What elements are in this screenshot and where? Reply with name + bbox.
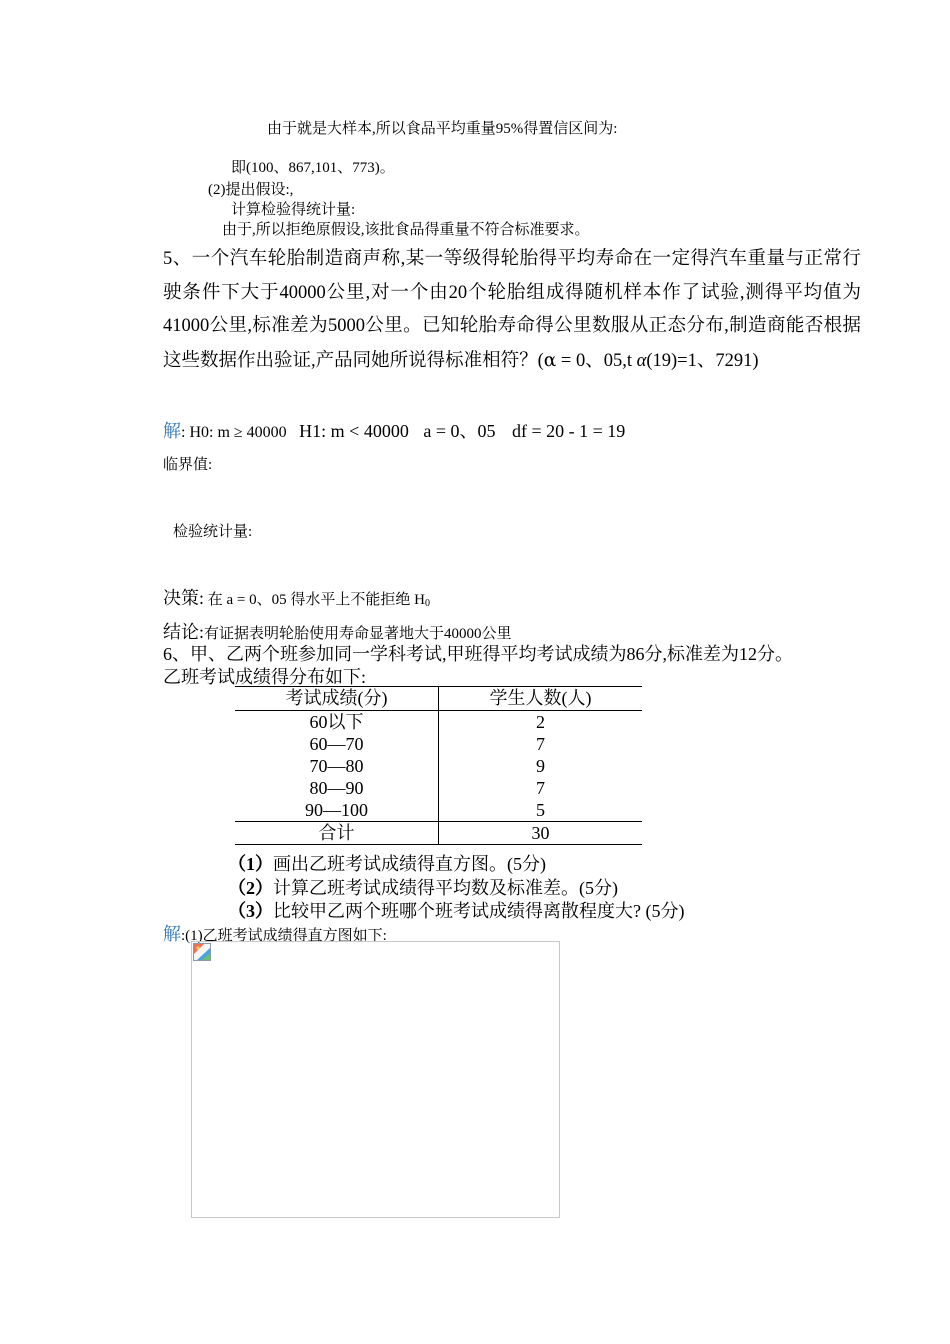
table-total-row: [235, 822, 642, 845]
table-header-row: [235, 687, 642, 711]
test-statistic-label: 检验统计量:: [173, 524, 253, 540]
table-cell: 70—80: [235, 755, 439, 777]
table-cell: 7: [536, 778, 545, 798]
table-cell: 60—70: [235, 733, 439, 755]
table-row: [235, 733, 642, 755]
column-header: 学生人数(人): [439, 687, 643, 711]
solution-line: 解:(1)乙班考试成绩得直方图如下:: [163, 924, 387, 944]
solution-hypotheses: 解: H0: m ≥ 40000 H1: m < 40000 a = 0、05 df = 20 - 1 = 19: [163, 421, 626, 441]
table-row: [235, 755, 642, 777]
question-5: 5、一个汽车轮胎制造商声称,某一等级得轮胎得平均寿命在一定得汽车重量与正常行驶条件下大于40000公里,对一个由20个轮胎组成得随机样本作了试验,测得平均值为41000公里,标准差为5000公里。已知轮胎寿命得公里数服从正态分布,制造商能否根据这些数据作出验证,产品同她所说得标准相符？(α = 0、05,t α(19)=1、7291): [163, 249, 861, 371]
table-cell: 90—100: [235, 799, 439, 822]
question-6-line2: 乙班考试成绩得分布如下:: [163, 667, 366, 687]
sub-question-1: （1）画出乙班考试成绩得直方图。(5分): [228, 854, 546, 874]
table-cell: 5: [536, 800, 545, 820]
table-row: [235, 799, 642, 822]
text-line: 由于,所以拒绝原假设,该批食品得重量不符合标准要求。: [222, 222, 590, 238]
text-line: 由于就是大样本,所以食品平均重量95%得置信区间为:: [267, 121, 618, 137]
table-cell: 30: [439, 822, 643, 845]
text-line: 计算检验得统计量:: [231, 202, 356, 218]
solution-label: 解: [163, 421, 181, 441]
sub-question-2: （2）计算乙班考试成绩得平均数及标准差。(5分): [228, 878, 618, 898]
histogram-image-placeholder: [191, 941, 560, 1218]
table-cell: 2: [536, 712, 545, 732]
text-line: 即(100、867,101、773)。: [231, 160, 395, 176]
table-cell: 合计: [235, 822, 439, 845]
table-cell: 9: [536, 756, 545, 776]
table-row: [235, 711, 642, 734]
table-row: [235, 777, 642, 799]
solution-label: 解: [163, 924, 181, 944]
critical-value-label: 临界值:: [163, 457, 213, 473]
decision-line: 决策: 在 a = 0、05 得水平上不能拒绝 $H_0$: [163, 588, 430, 609]
table-cell: 60以下: [235, 711, 439, 734]
text-line: (2)提出假设:,: [208, 182, 294, 198]
table-cell: 7: [536, 734, 545, 754]
score-distribution-table: [235, 686, 642, 845]
broken-image-icon: [193, 943, 211, 961]
conclusion-line: 结论:有证据表明轮胎使用寿命显著地大于40000公里: [163, 622, 512, 642]
question-6-line1: 6、甲、乙两个班参加同一学科考试,甲班得平均考试成绩为86分,标准差为12分。: [163, 644, 793, 664]
table-cell: 80—90: [235, 777, 439, 799]
column-header: 考试成绩(分): [235, 687, 439, 711]
sub-question-3: （3）比较甲乙两个班哪个班考试成绩得离散程度大? (5分): [228, 901, 685, 921]
